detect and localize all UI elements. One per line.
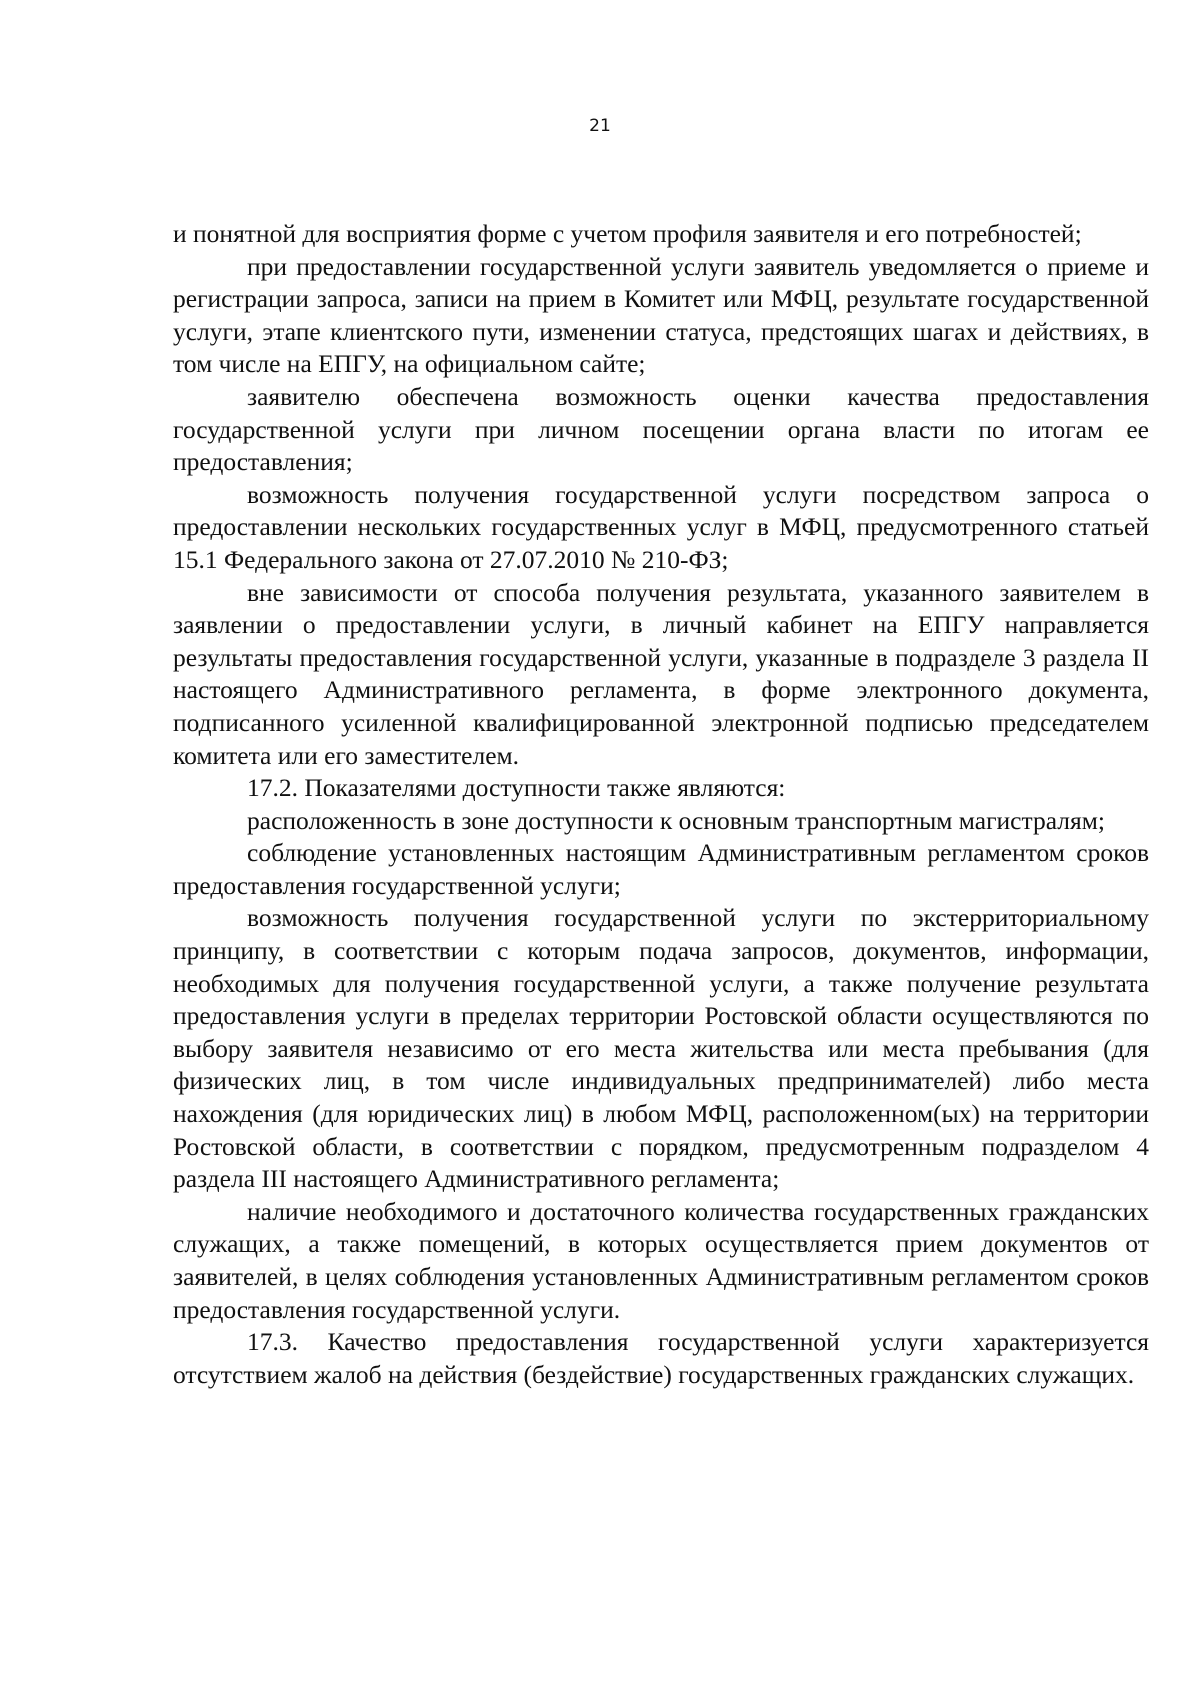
paragraph-result-delivery: вне зависимости от способа получения результата, указанного заявителем в заявлении о предоставлении услуги, в личный кабинет на ЕПГУ направляется результаты предоставления государственной услуги, указанные в подразделе 3 раздела II настоящего Административного регламента, в форме электронного документа, подписанного усиленной квалифицированной электронной подписью председателем комитета или его заместителем. (173, 577, 1149, 770)
paragraph-quality-assessment: заявителю обеспечена возможность оценки качества предоставления государственной услуги при личном посещении органа власти по итогам ее предоставления; (173, 381, 1149, 477)
page-number: 21 (589, 116, 611, 136)
paragraph-continuation: и понятной для восприятия форме с учетом профиля заявителя и его потребностей; (173, 219, 1082, 248)
paragraph-complex-request: возможность получения государственной услуги посредством запроса о предоставлении нескольких государственных услуг в МФЦ, предусмотренного статьей 15.1 Федерального закона от 27.07.2010 № 210-ФЗ; (173, 479, 1149, 574)
section-17-2-heading: 17.2. Показателями доступности также являются: (247, 773, 786, 803)
document-body (173, 218, 1149, 1391)
paragraph-transport-access: расположенность в зоне доступности к основным транспортным магистралям; (247, 805, 1105, 835)
paragraph-staff-premises: наличие необходимого и достаточного количества государственных гражданских служащих, а также помещений, в которых осуществляется прием документов от заявителей, в целях соблюдения установленных Административным регламентом сроков предоставления государственной услуги. (173, 1196, 1149, 1324)
paragraph-notification: при предоставлении государственной услуги заявитель уведомляется о приеме и регистрации запроса, записи на прием в Комитет или МФЦ, результате государственной услуги, этапе клиентского пути, изменении статуса, предстоящих шагах и действиях, в том числе на ЕПГУ, на официальном сайте; (173, 251, 1149, 379)
section-17-3-paragraph: 17.3. Качество предоставления государственной услуги характеризуется отсутствием жалоб на действия (бездействие) государственных гражданских служащих. (173, 1327, 1149, 1389)
paragraph-deadlines: соблюдение установленных настоящим Административным регламентом сроков предоставления государственной услуги; (173, 838, 1149, 900)
paragraph-extraterritorial: возможность получения государственной услуги по экстерриториальному принципу, в соответствии с которым подача запросов, документов, информации, необходимых для получения государственной услуги, а также получение результата предоставления услуги в пределах территории Ростовской области осуществляются по выбору заявителя независимо от его места жительства или места пребывания (для физических лиц, в том числе индивидуальных предпринимателей) либо места нахождения (для юридических лиц) в любом МФЦ, расположенном(ых) на территории Ростовской области, в соответствии с порядком, предусмотренным подразделом 4 раздела III настоящего Административного регламента; (173, 903, 1149, 1194)
